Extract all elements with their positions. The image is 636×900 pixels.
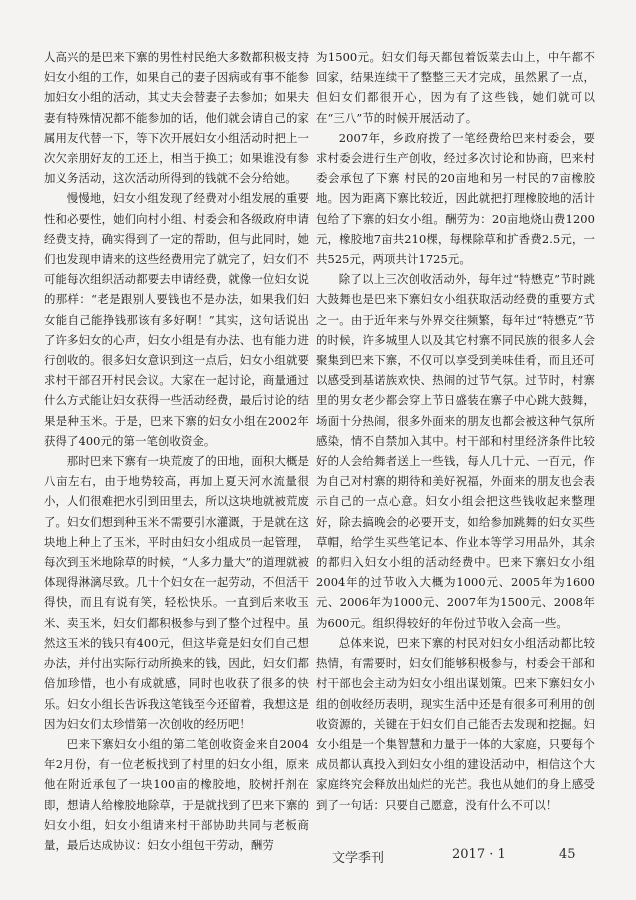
paragraph: 巴来下寨妇女小组的第二笔创收资金来自2004年2月份，有一位老板找到了村里的妇女小组，原来他在附近承包了一块100亩的橡胶地，胶树扦剂在即，想请人给橡胶地除草，于是就找到了巴来下寨的妇女小组，妇女小组请来村干部协助共同与老板商量，最后达成协议：妇女小组包干劳动，酬劳 bbox=[44, 736, 309, 852]
paragraph: 那时巴来下寨有一块荒废了的田地，面积大概是八亩左右，由于地势较高，再加上夏天河水流量很小，人们很难把水引到田里去，所以这块地就被荒废了。妇女们想到种玉米不需要引水灌溉，于是就在这块地上种上了玉米，平时由妇女小组成员一起管理，每次到玉米地除草的时候，“人多力量大”的道理就被体现得淋漓尽致。几十个妇女在一起劳动，不但活干得快，而且有说有笑，轻松快乐。一直到后来收玉米、卖玉米，妇女们都积极参与到了整个过程中。虽然这玉米的钱只有400元，但这毕竟是妇女们自己想办法，并付出实际行动所换来的钱，因此，妇女们都倍加珍惜，也小有成就感，同时也收获了很多的快乐。妇女小组长告诉我这笔钱至今还留着，我想这是因为妇女们太珍惜第一次创收的经历吧！ bbox=[44, 454, 309, 731]
paragraph: 2007年，乡政府拨了一笔经费给巴来村委会，要求村委会进行生产创收，经过多次讨论和协商，巴来村委会承包了下寨 村民的20亩地和另一村民的7亩橡胶地。因为距离下寨比较近，因此就把打理橡胶地的活计包给了下寨的妇女小组。酬劳为：20亩地烧山费1200元，橡胶地7亩共210棵，每棵除草和扩香费2.5元，一共525元，两项共计1725元。 bbox=[316, 130, 595, 267]
paragraph: 除了以上三次创收活动外，每年过“特懋克”节时跳大鼓舞也是巴来下寨妇女小组获取活动经费的重要方式之一。由于近年来与外界交往频繁，每年过“特懋克”节的时候，许多城里人以及其它村寨不同民族的很多人会聚集到巴来下寨，不仅可以享受到美味佳肴，而且还可以感受到基诺族欢快、热闹的过节气氛。过节时，村寨里的男女老少都会穿上节日盛装在寨子中心跳大鼓舞，场面十分热闹，很多外面来的朋友也都会被这种气氛所感染，情不自禁加入其中。村干部和村里经济条件比较好的人会给舞者送上一些钱，每人几十元、一百元，作为自己对村寨的期待和美好祝福，外面来的朋友也会表示自己的一点心意。妇女小组会把这些钱收起来整理好，除去搞晚会的必要开支，如给参加跳舞的妇女买些草帽，给学生买些笔记本、作业本等学习用品外，其余的都归入妇女小组的活动经费中。巴来下寨妇女小组2004年的过节收入大概为1000元、2005年为1600元、2006年为1000元、2007年为1500元、2008年为600元。组织得较好的年份过节收入会高一些。 bbox=[316, 272, 595, 630]
paragraph: 人高兴的是巴来下寨的男性村民绝大多数都积极支持妇女小组的工作，如果自己的妻子因病或有事不能参加妇女小组的活动，其丈夫会替妻子去参加；如果夫妻有特殊情况都不能参加的话，他们就会请自己的家属用友代替一下，等下次开展妇女小组活动时把上一次欠亲朋好友的工还上，相当于换工；如果谁没有参加义务活动，这次活动所得到的钱就不会分给她。 bbox=[44, 50, 309, 186]
left-column bbox=[44, 47, 309, 855]
paragraph: 慢慢地，妇女小组发现了经费对小组发展的重要性和必要性，她们向村小组、村委会和各级政府申请经费支持，确实得到了一定的帮助，但与此同时，她们也发现申请来的这些经费用完了就完了，妇女们不可能每次组织活动都要去申请经费，就像一位妇女说的那样：“老是跟别人要钱也不是办法，如果我们妇女能自己能挣钱那该有多好啊！”其实，这句话说出了许多妇女的心声，妇女小组是有办法、也有能力进行创收的。很多妇女意识到这一点后，妇女小组就要求村干部召开村民会议。大家在一起讨论，商量通过什么方式能让妇女获得一些活动经费，最后讨论的结果是种玉米。于是，巴来下寨的妇女小组在2002年获得了400元的第一笔创收资金。 bbox=[44, 191, 309, 448]
page-footer bbox=[332, 847, 600, 867]
paragraph: 总体来说，巴来下寨的村民对妇女小组活动都比较热情，有需要时，妇女们能够积极参与，村委会干部和村干部也会主动为妇女小组出谋划策。巴来下寨妇女小组的创收经历表明，现实生活中还是有很多可利用的创收资源的，关键在于妇女们自己能否去发现和挖掘。妇女小组是一个集智慧和力量于一体的大家庭，只要每个成员都认真投入到妇女小组的建设活动中，相信这个大家庭终究会释放出灿烂的光芒。我也从她们的身上感受到了一句话：只要自己愿意，没有什么不可以！ bbox=[316, 635, 595, 812]
issue-number: 2017 · 1 bbox=[452, 847, 506, 862]
journal-title: 文学季刊 bbox=[332, 851, 385, 866]
page-number: 45 bbox=[559, 847, 576, 862]
right-column bbox=[316, 47, 595, 815]
paragraph: 为1500元。妇女们每天都包着饭菜去山上，中午都不回家，结果连续干了整整三天才完成，虽然累了一点，但妇女们都很开心，因为有了这些钱，她们就可以在“三八”节的时候开展活动了。 bbox=[316, 50, 595, 125]
